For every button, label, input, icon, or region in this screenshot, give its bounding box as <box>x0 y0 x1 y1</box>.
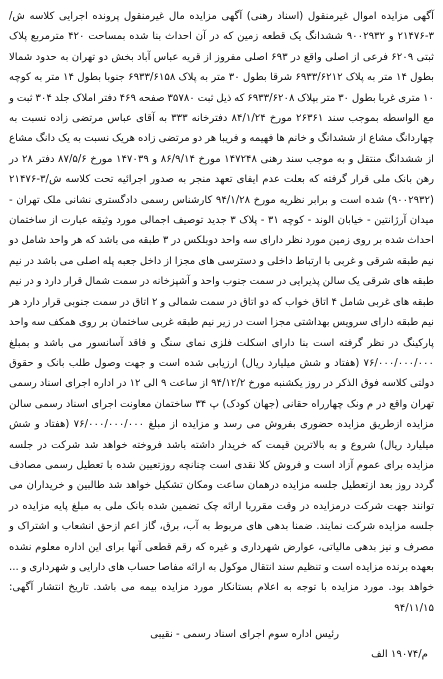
signature-line: رئیس اداره سوم اجرای اسناد رسمی - نقیبی <box>150 629 339 640</box>
auction-notice-text: آگهی مزایده اموال غیرمنقول (اسناد رهنی) آگهی مزایده مال غیرمنقول پرونده اجرایی کلاسه ش/۳-۲۱۴۷۶ و ۹۰۰۲۹۳۲ ششدانگ یک قطعه زمین که در آن احداث بنا شده بمساحت ۴۲۰ مترمربع پلاک ثبتی ۶۲۰۹ فرعی از اصلی واقع در ۶۹۳ اصلی مفروز از قریه عباس آباد بخش دو تهران به حدود شمالا بطول ۱۴ متر به پلاک ۶۹۳۳/۶۲۱۲ شرقا بطول ۳۰ متر به پلاک ۶۹۳۳/۶۱۵۸ جنوبا بطول ۱۴ متر به کوچه ۱۰ متری غربا بطول ۳۰ متر بپلاک ۶۹۳۳/۶۲۰۸ که ذیل ثبت ۳۵۷۸۰ صفحه ۴۶۹ دفتر املاک جلد ۳۰۴ ثبت و مع الواسطه بموجب سند ۲۶۳۶۱ مورخ ۸۴/۱/۲۴ دفترخانه ۳۳۳ به آقای عباس مرتضی زاده نسبت به چهاردانگ مشاع از ششدانگ و خانم ها فهیمه و فریبا هر دو مرتضی زاده هریک نسبت به یک دانگ مشاع از ششدانگ منتقل و به موجب سند رهنی ۱۴۷۲۴۸ مورخ ۸۶/۹/۱۴ و ۱۴۷۰۳۹ مورخ ۸۷/۵/۶ دفتر ۲۸ در رهن بانک ملی قرار گرفته که بعلت عدم ایفای تعهد منجر به صدور اجرائیه تحت کلاسه ش/۳-۲۱۴۷۶ (۹۰۰۲۹۳۲) شده است و برابر نظریه مورخ ۹۴/۱/۲۸ کارشناس رسمی دادگستری نشانی ملک تهران - میدان آرژانتین - خیابان الوند - کوچه ۳۱ - پلاک ۳ جدید توصیف اجمالی مورد وثیقه عبارت از ساختمان احداث شده بر روی زمین مورد نظر دارای سه واحد دوبلکس در ۳ طبقه می باشد که هر واحد شامل دو نیم طبقه شرقی و غربی با ارتباط داخلی و دسترسی های مجزا از داخل جعبه پله اصلی می باشد در نیم طبقه های شرقی یک سالن پذیرایی در سمت جنوب واحد و آشپزخانه در سمت شمال قرار دارد و در نیم طبقه های غربی شامل ۴ اتاق خواب که دو اتاق در سمت شمالی و ۲ اتاق در سمت جنوبی قرار دارد هر نیم طبقه دارای سرویس بهداشتی مجزا است در زیر نیم طبقه غربی ساختمان بر روی همکف سه واحد پارکینگ در نظر گرفته است بنا دارای اسکلت فلزی نمای سنگ و فاقد آسانسور می باشد و بمبلغ ۷۶/۰۰۰/۰۰۰/۰۰۰ (هفتاد و شش میلیارد ریال) ارزیابی شده است و جهت وصول طلب بانک و حقوق دولتی کلاسه فوق الذکر در روز یکشنبه مورخ ۹۴/۱۲/۲ از ساعت ۹ الی ۱۲ در اداره اجرای اسناد رسمی تهران واقع در م ونک چهارراه حقانی (جهان کودک) پ ۳۴ ساختمان معاونت اجرای اسناد رسمی سالن مزایده ازطریق مزایده حضوری بفروش می رسد و مزایده از مبلغ ۷۶/۰۰۰/۰۰۰/۰۰۰ (هفتاد و شش میلیارد ریال) شروع و به بالاترین قیمت که خریدار داشته باشد فروخته خواهد شد شرکت در جلسه مزایده برای عموم آزاد است و فروش کلا نقدی است چنانچه روزتعیین شده با تعطیل رسمی مصادف گردد روز بعد ازتعطیل جلسه مزایده درهمان ساعت ومکان تشکیل خواهد شد طالبین و خریداران می توانند جهت شرکت درمزایده در وقت مقرربا ارائه چک تضمین شده بانک ملی به مبلغ پایه مزایده در جلسه مزایده شرکت نمایند. ضمنا بدهی های مربوط به آب، برق، گاز اعم ازحق انشعاب و اشتراک و مصرف و نیز بدهی مالیاتی، عوارض شهرداری و غیره که رقم قطعی آنها برای این اداره معلوم نشده بعهده برنده مزایده است و تنظیم سند انتقال موکول به ارائه مفاصا حساب های دارایی و شهرداری و ... خواهد بود. مورد مزایده با توجه به اعلام بستانکار مورد مزایده بیمه می باشد. تاریخ انتشار آگهی: ۹۴/۱۱/۱۵ <box>9 11 435 614</box>
reference-code: م/۱۹۰۷۴ الف <box>371 649 428 660</box>
notice-footer <box>9 627 434 669</box>
